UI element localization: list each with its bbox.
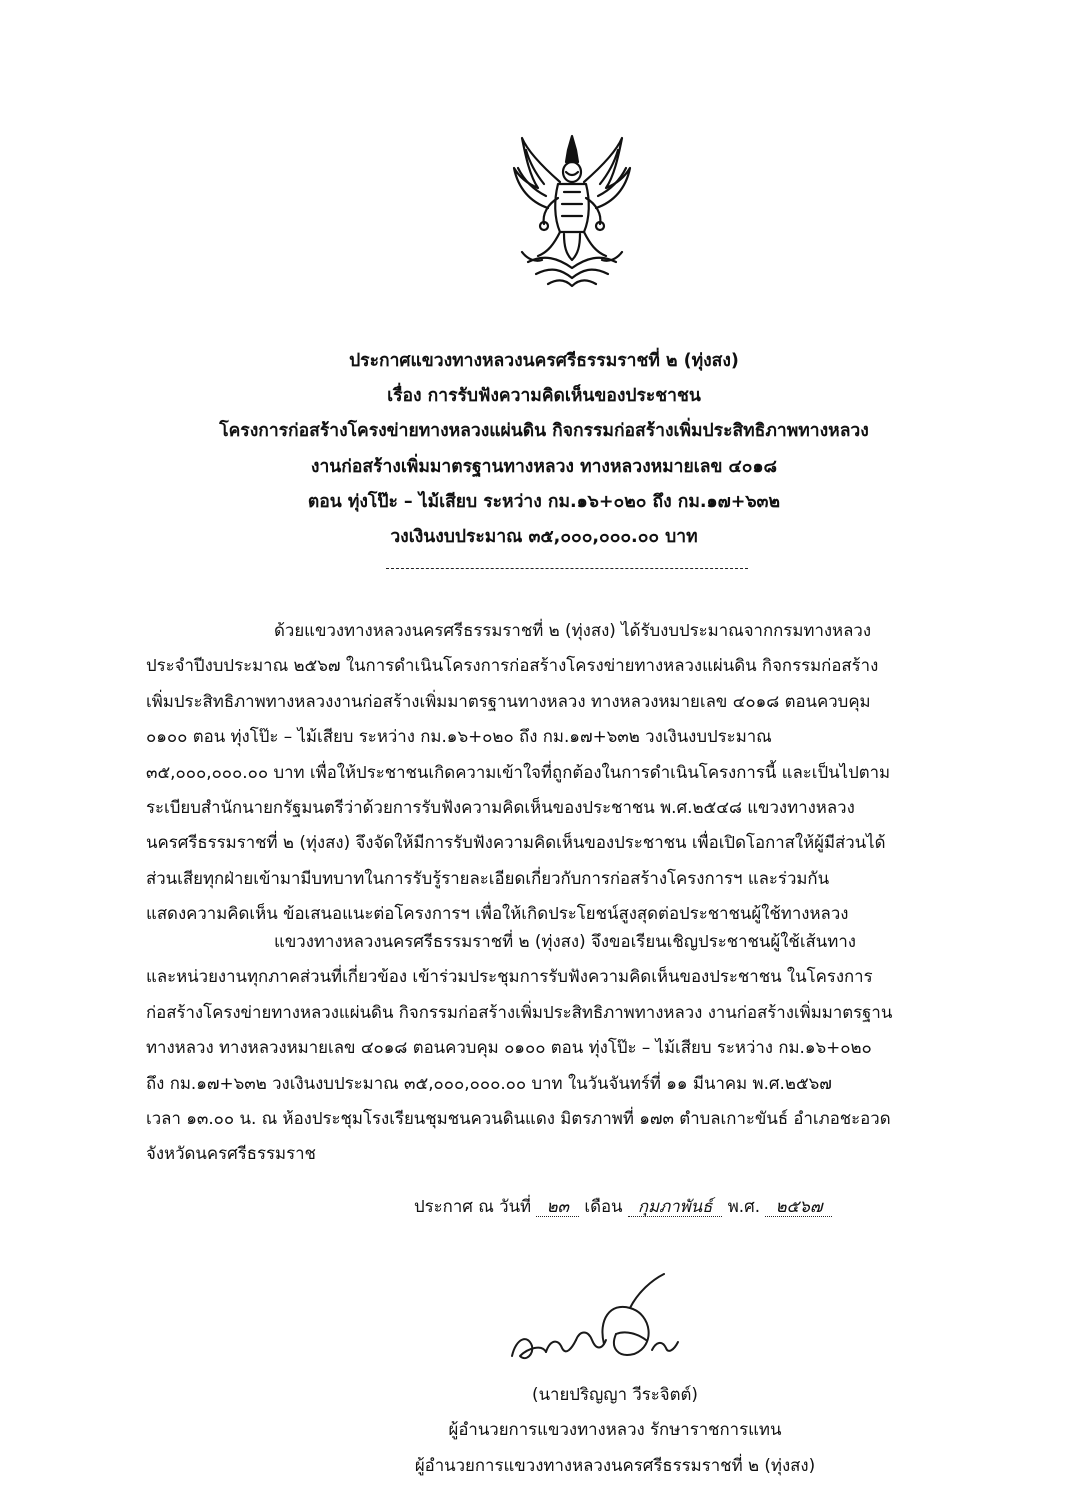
date-year: ๒๕๖๗ — [765, 1196, 832, 1217]
dashed-divider — [386, 568, 748, 569]
paragraph-1 — [146, 613, 1016, 932]
paragraph-2-line: ถึง กม.๑๗+๖๓๒ วงเงินงบประมาณ ๓๕,๐๐๐,๐๐๐.๐๐ บาท ในวันจันทร์ที่ ๑๑ มีนาคม พ.ศ.๒๕๖๗ — [146, 1072, 832, 1093]
date-month: กุมภาพันธ์ — [628, 1196, 722, 1217]
announcement-header — [0, 344, 1088, 555]
header-line-1: ประกาศแขวงทางหลวงนครศรีธรรมราชที่ ๒ (ทุ่งสง) — [349, 351, 739, 371]
announcement-date — [414, 1194, 832, 1220]
header-subject: เรื่อง การรับฟังความคิดเห็นของประชาชน — [387, 386, 701, 407]
paragraph-2-line: ก่อสร้างโครงข่ายทางหลวงแผ่นดิน กิจกรรมก่อสร้างเพิ่มประสิทธิภาพทางหลวง งานก่อสร้างเพิ่มมาตรฐาน — [146, 1001, 893, 1022]
date-day: ๒๓ — [536, 1196, 579, 1217]
paragraph-1-line: แสดงความคิดเห็น ข้อเสนอแนะต่อโครงการฯ เพื่อให้เกิดประโยชน์สูงสุดต่อประชาชนผู้ใช้ทางหลวง — [146, 903, 849, 924]
signatory-block — [300, 1377, 930, 1483]
paragraph-2-line: จังหวัดนครศรีธรรมราช — [146, 1143, 316, 1164]
paragraph-1-line: ส่วนเสียทุกฝ่ายเข้ามามีบทบาทในการรับรู้รายละเอียดเกี่ยวกับการก่อสร้างโครงการฯ และร่วมกัน — [146, 867, 830, 888]
header-section: ตอน ทุ่งโป๊ะ – ไม้เสียบ ระหว่าง กม.๑๖+๐๒๐ ถึง กม.๑๗+๖๓๒ — [307, 491, 781, 512]
paragraph-1-line: ระเบียบสำนักนายกรัฐมนตรีว่าด้วยการรับฟังความคิดเห็นของประชาชน พ.ศ.๒๕๔๘ แขวงทางหลวง — [146, 797, 855, 818]
paragraph-1-line: นครศรีธรรมราชที่ ๒ (ทุ่งสง) จึงจัดให้มีการรับฟังความคิดเห็นของประชาชน เพื่อเปิดโอกาสให้ผู้มีส่วนได้ — [146, 832, 886, 853]
signatory-title-1: ผู้อำนวยการแขวงทางหลวง รักษาราชการแทน — [448, 1419, 782, 1440]
header-project: โครงการก่อสร้างโครงข่ายทางหลวงแผ่นดิน กิจกรรมก่อสร้างเพิ่มประสิทธิภาพทางหลวง — [219, 421, 869, 442]
signatory-title-2: ผู้อำนวยการแขวงทางหลวงนครศรีธรรมราชที่ ๒ (ทุ่งสง) — [414, 1454, 816, 1475]
paragraph-1-line: ด้วยแขวงทางหลวงนครศรีธรรมราชที่ ๒ (ทุ่งสง) ได้รับงบประมาณจากกรมทางหลวง — [274, 620, 872, 640]
header-budget: วงเงินงบประมาณ ๓๕,๐๐๐,๐๐๐.๐๐ บาท — [390, 527, 698, 548]
paragraph-1-line: ประจำปีงบประมาณ ๒๕๖๗ ในการดำเนินโครงการก่อสร้างโครงข่ายทางหลวงแผ่นดิน กิจกรรมก่อสร้าง — [146, 655, 879, 676]
paragraph-1-line: เพิ่มประสิทธิภาพทางหลวงงานก่อสร้างเพิ่มมาตรฐานทางหลวง ทางหลวงหมายเลข ๔๐๑๘ ตอนควบคุม — [146, 690, 871, 711]
paragraph-1-line: ๐๑๐๐ ตอน ทุ่งโป๊ะ – ไม้เสียบ ระหว่าง กม.๑๖+๐๒๐ ถึง กม.๑๗+๖๓๒ วงเงินงบประมาณ — [146, 726, 772, 747]
header-work: งานก่อสร้างเพิ่มมาตรฐานทางหลวง ทางหลวงหมายเลข ๔๐๑๘ — [310, 456, 778, 477]
date-year-label: พ.ศ. — [727, 1196, 761, 1216]
date-month-label: เดือน — [584, 1196, 623, 1216]
garuda-emblem-icon — [508, 128, 636, 294]
handwritten-signature — [506, 1268, 686, 1376]
paragraph-2-line: ทางหลวง ทางหลวงหมายเลข ๔๐๑๘ ตอนควบคุม ๐๑๐๐ ตอน ทุ่งโป๊ะ – ไม้เสียบ ระหว่าง กม.๑๖+๐๒๐ — [146, 1037, 872, 1058]
paragraph-2 — [146, 924, 1016, 1172]
paragraph-2-line: แขวงทางหลวงนครศรีธรรมราชที่ ๒ (ทุ่งสง) จึงขอเรียนเชิญประชาชนผู้ใช้เส้นทาง — [274, 931, 856, 951]
paragraph-2-line: และหน่วยงานทุกภาคส่วนที่เกี่ยวข้อง เข้าร่วมประชุมการรับฟังความคิดเห็นของประชาชน ในโครงการ — [146, 966, 873, 987]
signatory-name: (นายปริญญา วีระจิตต์) — [532, 1384, 698, 1404]
paragraph-2-line: เวลา ๑๓.๐๐ น. ณ ห้องประชุมโรงเรียนชุมชนควนดินแดง มิตรภาพที่ ๑๗๓ ตำบลเกาะขันธ์ อำเภอชะอวด — [146, 1108, 891, 1129]
paragraph-1-line: ๓๕,๐๐๐,๐๐๐.๐๐ บาท เพื่อให้ประชาชนเกิดความเข้าใจที่ถูกต้องในการดำเนินโครงการนี้ และเป็นไปตาม — [146, 761, 891, 782]
date-prefix: ประกาศ ณ วันที่ — [414, 1196, 532, 1216]
